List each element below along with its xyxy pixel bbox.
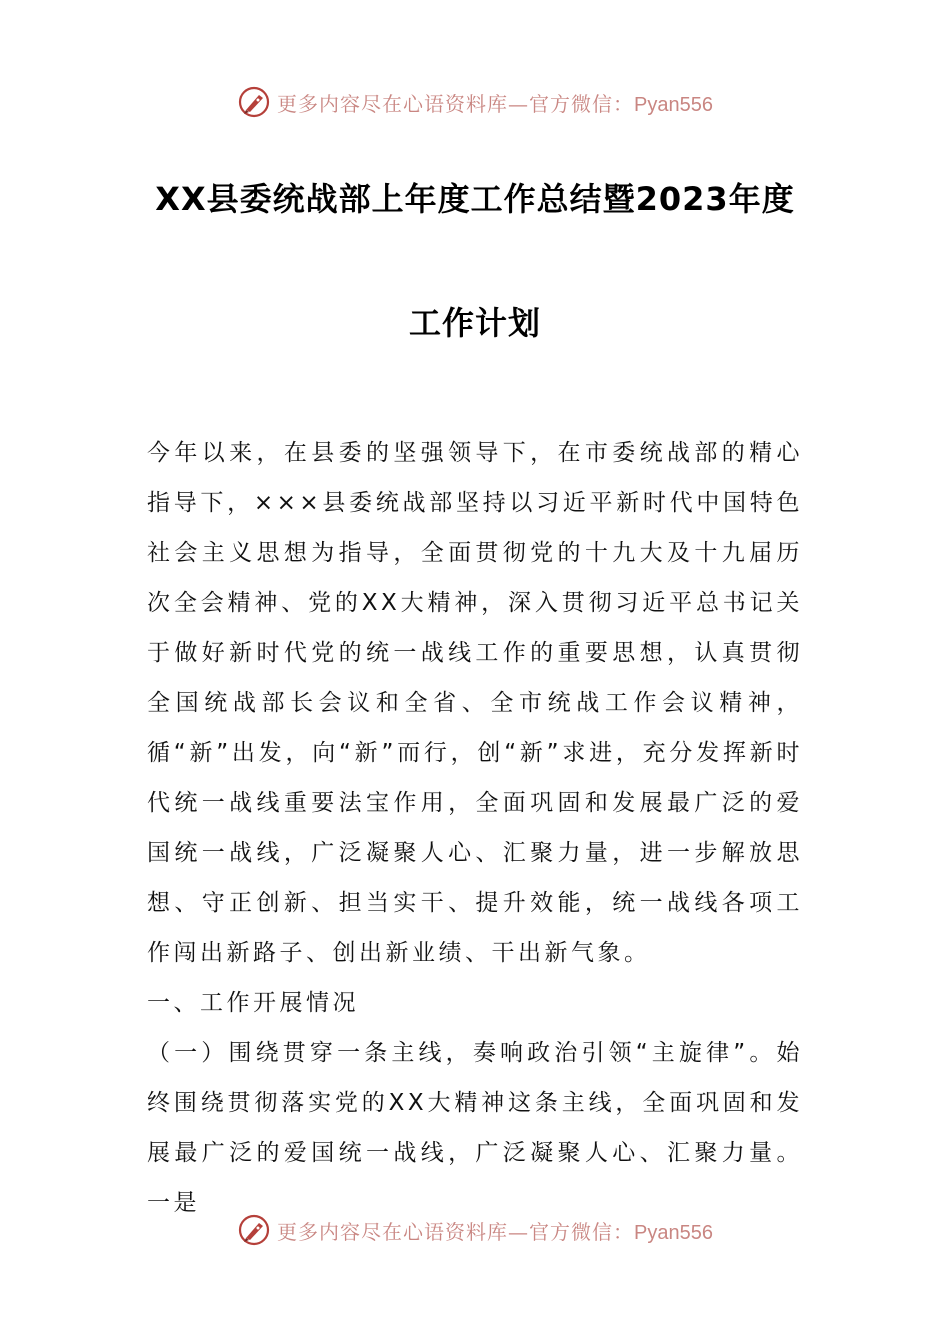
document-title-line2: 工作计划 [408,304,541,342]
intro-paragraph: 今年以来，在县委的坚强领导下，在市委统战部的精心指导下，×××县委统战部坚持以习近平新时代中国特色社会主义思想为指导，全面贯彻党的十九大及十九届历次全会精神、党的XX大精神，深入贯彻习近平总书记关于做好新时代党的统一战线工作的重要思想，认真贯彻全国统战部长会议和全省、全市统战工作会议精神，循“新”出发，向“新”而行，创“新”求进，充分发挥新时代统一战线重要法宝作用，全面巩固和发展最广泛的爱国统一战线，广泛凝聚人心、汇聚力量，进一步解放思想、守正创新、担当实干、提升效能，统一战线各项工作闯出新路子、创出新业绩、干出新气象。 [147,440,803,966]
pen-nib-logo-icon [237,85,271,119]
document-title-line1: XX县委统战部上年度工作总结暨2023年度 [155,180,795,218]
document-body [147,428,803,1228]
footer-watermark [0,1210,950,1250]
watermark-text: 更多内容尽在心语资料库—官方微信：Pyan556 [277,91,713,116]
pen-nib-logo-icon [237,1213,271,1247]
section-heading: 一、工作开展情况 [147,990,359,1016]
header-watermark [0,82,950,122]
section-paragraph: （一）围绕贯穿一条主线，奏响政治引领“主旋律”。始终围绕贯彻落实党的XX大精神这条主线，全面巩固和发展最广泛的爱国统一战线，广泛凝聚人心、汇聚力量。一是 [147,1040,803,1216]
watermark-text: 更多内容尽在心语资料库—官方微信：Pyan556 [277,1219,713,1244]
